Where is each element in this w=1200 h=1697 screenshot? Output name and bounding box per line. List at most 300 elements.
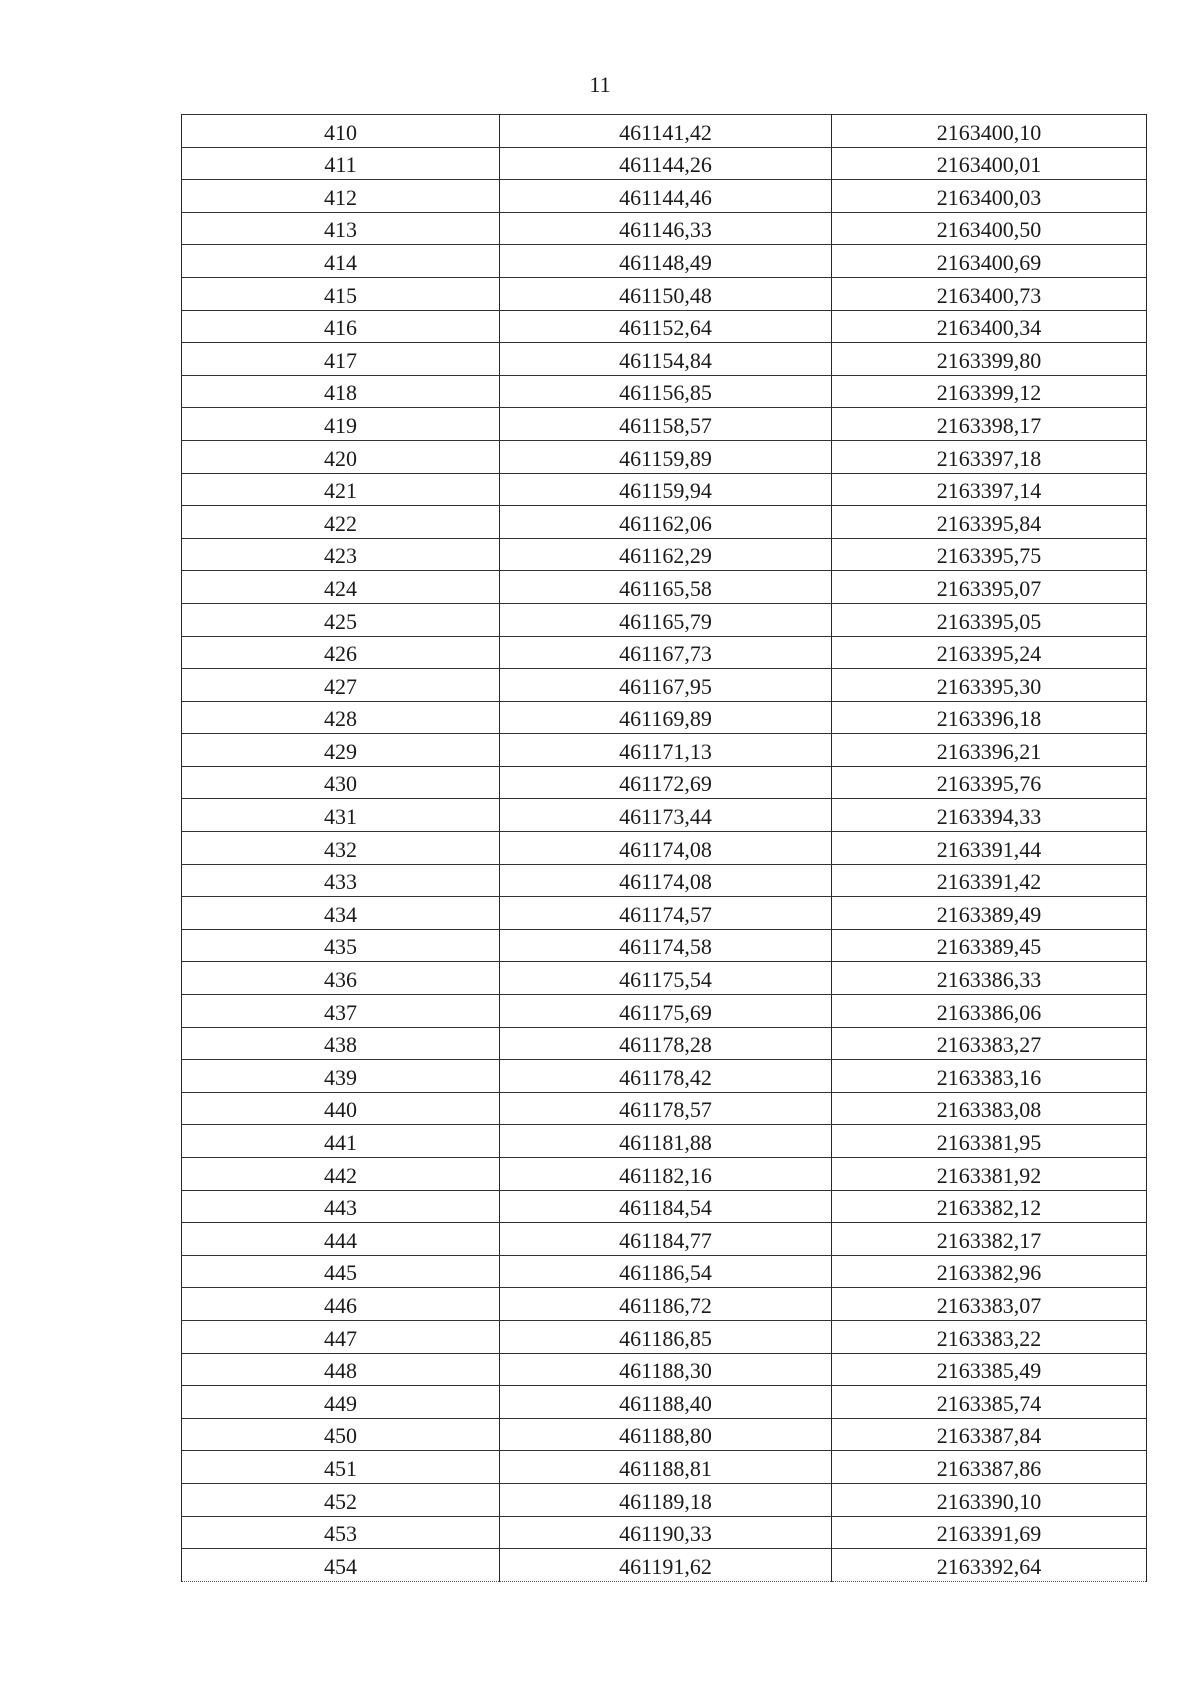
- table-row: [182, 1516, 1147, 1549]
- cell-value: 417: [324, 347, 357, 373]
- cell-value: 2163400,34: [936, 315, 1042, 341]
- table-row: [182, 701, 1147, 734]
- table-row: [182, 766, 1147, 799]
- cell-value: 461148,49: [619, 249, 712, 275]
- cell-value: 461154,84: [619, 347, 712, 373]
- x-coordinate-cell: [500, 734, 832, 767]
- cell-value: 450: [324, 1423, 357, 1449]
- cell-value: 416: [324, 315, 357, 341]
- y-coordinate-cell: [832, 1549, 1147, 1582]
- x-coordinate-cell: [500, 832, 832, 865]
- cell-value: 461167,95: [619, 673, 712, 699]
- x-coordinate-cell: [500, 962, 832, 995]
- point-number-cell: [182, 1320, 500, 1353]
- y-coordinate-cell: [832, 440, 1147, 473]
- cell-value: 2163389,49: [936, 901, 1042, 927]
- cell-value: 442: [324, 1162, 357, 1188]
- cell-value: 431: [324, 804, 357, 830]
- x-coordinate-cell: [500, 473, 832, 506]
- cell-value: 430: [324, 771, 357, 797]
- table-row: [182, 864, 1147, 897]
- x-coordinate-cell: [500, 408, 832, 441]
- point-number-cell: [182, 245, 500, 278]
- table-row: [182, 929, 1147, 962]
- cell-value: 432: [324, 836, 357, 862]
- x-coordinate-cell: [500, 180, 832, 213]
- cell-value: 461178,57: [619, 1097, 712, 1123]
- y-coordinate-cell: [832, 1353, 1147, 1386]
- x-coordinate-cell: [500, 669, 832, 702]
- y-coordinate-cell: [832, 766, 1147, 799]
- cell-value: 461184,77: [619, 1227, 712, 1253]
- x-coordinate-cell: [500, 636, 832, 669]
- cell-value: 2163383,16: [936, 1064, 1042, 1090]
- y-coordinate-cell: [832, 1223, 1147, 1256]
- cell-value: 461181,88: [619, 1130, 712, 1155]
- point-number-cell: [182, 538, 500, 571]
- cell-value: 410: [324, 119, 357, 145]
- x-coordinate-cell: [500, 277, 832, 310]
- cell-value: 434: [324, 901, 357, 927]
- x-coordinate-cell: [500, 603, 832, 636]
- cell-value: 441: [324, 1130, 357, 1155]
- cell-value: 425: [324, 608, 357, 634]
- cell-value: 461172,69: [619, 771, 712, 797]
- y-coordinate-cell: [832, 669, 1147, 702]
- cell-value: 438: [324, 1032, 357, 1058]
- y-coordinate-cell: [832, 408, 1147, 441]
- point-number-cell: [182, 734, 500, 767]
- x-coordinate-cell: [500, 1223, 832, 1256]
- cell-value: 422: [324, 510, 357, 536]
- point-number-cell: [182, 408, 500, 441]
- cell-value: 2163390,10: [936, 1488, 1042, 1514]
- point-number-cell: [182, 277, 500, 310]
- y-coordinate-cell: [832, 147, 1147, 180]
- y-coordinate-cell: [832, 1288, 1147, 1321]
- table-row: [182, 1418, 1147, 1451]
- table-row: [182, 1092, 1147, 1125]
- y-coordinate-cell: [832, 1255, 1147, 1288]
- table-row: [182, 995, 1147, 1028]
- x-coordinate-cell: [500, 929, 832, 962]
- y-coordinate-cell: [832, 538, 1147, 571]
- table-row: [182, 473, 1147, 506]
- point-number-cell: [182, 1483, 500, 1516]
- x-coordinate-cell: [500, 1125, 832, 1158]
- cell-value: 2163400,10: [936, 119, 1042, 145]
- table-row: [182, 1288, 1147, 1321]
- y-coordinate-cell: [832, 1386, 1147, 1419]
- point-number-cell: [182, 473, 500, 506]
- cell-value: 424: [324, 575, 357, 601]
- x-coordinate-cell: [500, 1158, 832, 1191]
- point-number-cell: [182, 929, 500, 962]
- x-coordinate-cell: [500, 995, 832, 1028]
- cell-value: 412: [324, 184, 357, 210]
- cell-value: 461188,81: [619, 1455, 712, 1481]
- table-row: [182, 375, 1147, 408]
- x-coordinate-cell: [500, 571, 832, 604]
- cell-value: 2163383,07: [936, 1292, 1042, 1318]
- x-coordinate-cell: [500, 343, 832, 376]
- x-coordinate-cell: [500, 1288, 832, 1321]
- table-row: [182, 832, 1147, 865]
- point-number-cell: [182, 147, 500, 180]
- y-coordinate-cell: [832, 734, 1147, 767]
- y-coordinate-cell: [832, 1516, 1147, 1549]
- x-coordinate-cell: [500, 1386, 832, 1419]
- y-coordinate-cell: [832, 995, 1147, 1028]
- table-row: [182, 1549, 1147, 1582]
- y-coordinate-cell: [832, 571, 1147, 604]
- cell-value: 461175,69: [619, 999, 712, 1025]
- point-number-cell: [182, 1223, 500, 1256]
- cell-value: 429: [324, 738, 357, 764]
- table-row: [182, 669, 1147, 702]
- cell-value: 421: [324, 478, 357, 504]
- y-coordinate-cell: [832, 1027, 1147, 1060]
- table-row: [182, 343, 1147, 376]
- table-row: [182, 180, 1147, 213]
- point-number-cell: [182, 1549, 500, 1582]
- table-row: [182, 1158, 1147, 1191]
- coordinates-table: [181, 114, 1147, 1582]
- cell-value: 2163382,12: [936, 1195, 1042, 1221]
- cell-value: 454: [324, 1553, 357, 1579]
- cell-value: 461162,29: [619, 543, 712, 569]
- point-number-cell: [182, 897, 500, 930]
- cell-value: 445: [324, 1260, 357, 1286]
- cell-value: 461174,08: [619, 869, 712, 895]
- x-coordinate-cell: [500, 538, 832, 571]
- cell-value: 449: [324, 1390, 357, 1416]
- point-number-cell: [182, 1092, 500, 1125]
- x-coordinate-cell: [500, 766, 832, 799]
- y-coordinate-cell: [832, 962, 1147, 995]
- table-row: [182, 440, 1147, 473]
- cell-value: 2163382,96: [936, 1260, 1042, 1286]
- y-coordinate-cell: [832, 1125, 1147, 1158]
- point-number-cell: [182, 701, 500, 734]
- y-coordinate-cell: [832, 1418, 1147, 1451]
- cell-value: 2163381,95: [936, 1130, 1042, 1155]
- x-coordinate-cell: [500, 1483, 832, 1516]
- cell-value: 2163391,42: [936, 869, 1042, 895]
- point-number-cell: [182, 1125, 500, 1158]
- table-row: [182, 1483, 1147, 1516]
- table-row: [182, 147, 1147, 180]
- point-number-cell: [182, 1190, 500, 1223]
- point-number-cell: [182, 212, 500, 245]
- cell-value: 461165,79: [619, 608, 712, 634]
- cell-value: 461189,18: [619, 1488, 712, 1514]
- table-row: [182, 1386, 1147, 1419]
- y-coordinate-cell: [832, 864, 1147, 897]
- x-coordinate-cell: [500, 440, 832, 473]
- point-number-cell: [182, 1288, 500, 1321]
- cell-value: 413: [324, 217, 357, 243]
- cell-value: 461191,62: [619, 1553, 712, 1579]
- cell-value: 433: [324, 869, 357, 895]
- x-coordinate-cell: [500, 1060, 832, 1093]
- cell-value: 436: [324, 967, 357, 993]
- cell-value: 461162,06: [619, 510, 712, 536]
- y-coordinate-cell: [832, 1060, 1147, 1093]
- table-row: [182, 408, 1147, 441]
- cell-value: 2163395,75: [936, 543, 1042, 569]
- point-number-cell: [182, 832, 500, 865]
- table-row: [182, 799, 1147, 832]
- point-number-cell: [182, 1353, 500, 1386]
- x-coordinate-cell: [500, 864, 832, 897]
- table-row: [182, 310, 1147, 343]
- cell-value: 446: [324, 1292, 357, 1318]
- y-coordinate-cell: [832, 1320, 1147, 1353]
- cell-value: 461159,94: [619, 478, 712, 504]
- cell-value: 453: [324, 1521, 357, 1547]
- cell-value: 461175,54: [619, 967, 712, 993]
- y-coordinate-cell: [832, 799, 1147, 832]
- cell-value: 2163395,07: [936, 575, 1042, 601]
- table-row: [182, 1320, 1147, 1353]
- cell-value: 461158,57: [619, 412, 712, 438]
- table-row: [182, 506, 1147, 539]
- table-row: [182, 734, 1147, 767]
- x-coordinate-cell: [500, 245, 832, 278]
- cell-value: 461150,48: [619, 282, 712, 308]
- cell-value: 2163400,03: [936, 184, 1042, 210]
- point-number-cell: [182, 440, 500, 473]
- point-number-cell: [182, 1060, 500, 1093]
- table-row: [182, 603, 1147, 636]
- cell-value: 2163382,17: [936, 1227, 1042, 1253]
- point-number-cell: [182, 1158, 500, 1191]
- table-row: [182, 897, 1147, 930]
- cell-value: 2163395,76: [936, 771, 1042, 797]
- cell-value: 423: [324, 543, 357, 569]
- x-coordinate-cell: [500, 375, 832, 408]
- cell-value: 2163400,73: [936, 282, 1042, 308]
- y-coordinate-cell: [832, 115, 1147, 148]
- cell-value: 428: [324, 706, 357, 732]
- x-coordinate-cell: [500, 1353, 832, 1386]
- y-coordinate-cell: [832, 473, 1147, 506]
- point-number-cell: [182, 571, 500, 604]
- table-row: [182, 538, 1147, 571]
- y-coordinate-cell: [832, 506, 1147, 539]
- x-coordinate-cell: [500, 506, 832, 539]
- point-number-cell: [182, 1255, 500, 1288]
- point-number-cell: [182, 180, 500, 213]
- table-row: [182, 1190, 1147, 1223]
- point-number-cell: [182, 962, 500, 995]
- table-row: [182, 1060, 1147, 1093]
- point-number-cell: [182, 864, 500, 897]
- cell-value: 452: [324, 1488, 357, 1514]
- x-coordinate-cell: [500, 310, 832, 343]
- cell-value: 2163391,44: [936, 836, 1042, 862]
- point-number-cell: [182, 1386, 500, 1419]
- cell-value: 435: [324, 934, 357, 960]
- y-coordinate-cell: [832, 375, 1147, 408]
- cell-value: 426: [324, 641, 357, 667]
- x-coordinate-cell: [500, 147, 832, 180]
- point-number-cell: [182, 375, 500, 408]
- cell-value: 461174,08: [619, 836, 712, 862]
- y-coordinate-cell: [832, 180, 1147, 213]
- cell-value: 443: [324, 1195, 357, 1221]
- cell-value: 461188,80: [619, 1423, 712, 1449]
- table-row: [182, 636, 1147, 669]
- y-coordinate-cell: [832, 929, 1147, 962]
- x-coordinate-cell: [500, 1549, 832, 1582]
- y-coordinate-cell: [832, 1158, 1147, 1191]
- x-coordinate-cell: [500, 799, 832, 832]
- cell-value: 461167,73: [619, 641, 712, 667]
- cell-value: 461144,26: [619, 152, 712, 178]
- y-coordinate-cell: [832, 343, 1147, 376]
- x-coordinate-cell: [500, 115, 832, 148]
- table-row: [182, 571, 1147, 604]
- table-row: [182, 1451, 1147, 1484]
- x-coordinate-cell: [500, 1092, 832, 1125]
- cell-value: 440: [324, 1097, 357, 1123]
- y-coordinate-cell: [832, 1483, 1147, 1516]
- point-number-cell: [182, 603, 500, 636]
- cell-value: 461182,16: [619, 1162, 712, 1188]
- point-number-cell: [182, 1027, 500, 1060]
- y-coordinate-cell: [832, 1190, 1147, 1223]
- cell-value: 461186,54: [619, 1260, 712, 1286]
- cell-value: 2163391,69: [936, 1521, 1042, 1547]
- cell-value: 2163387,86: [936, 1455, 1042, 1481]
- cell-value: 461173,44: [619, 804, 712, 830]
- cell-value: 461174,57: [619, 901, 712, 927]
- cell-value: 427: [324, 673, 357, 699]
- y-coordinate-cell: [832, 636, 1147, 669]
- cell-value: 451: [324, 1455, 357, 1481]
- point-number-cell: [182, 310, 500, 343]
- cell-value: 444: [324, 1227, 357, 1253]
- cell-value: 2163397,14: [936, 478, 1042, 504]
- cell-value: 2163387,84: [936, 1423, 1042, 1449]
- x-coordinate-cell: [500, 897, 832, 930]
- coordinates-table-body: [182, 115, 1147, 1582]
- y-coordinate-cell: [832, 1092, 1147, 1125]
- cell-value: 2163395,05: [936, 608, 1042, 634]
- y-coordinate-cell: [832, 310, 1147, 343]
- y-coordinate-cell: [832, 897, 1147, 930]
- cell-value: 418: [324, 380, 357, 406]
- point-number-cell: [182, 995, 500, 1028]
- cell-value: 2163395,24: [936, 641, 1042, 667]
- cell-value: 461171,13: [619, 738, 712, 764]
- cell-value: 2163392,64: [936, 1553, 1042, 1579]
- cell-value: 414: [324, 249, 357, 275]
- table-row: [182, 115, 1147, 148]
- cell-value: 2163381,92: [936, 1162, 1042, 1188]
- cell-value: 461152,64: [619, 315, 712, 341]
- point-number-cell: [182, 1418, 500, 1451]
- table-row: [182, 245, 1147, 278]
- cell-value: 447: [324, 1325, 357, 1351]
- cell-value: 461159,89: [619, 445, 712, 471]
- cell-value: 2163386,06: [936, 999, 1042, 1025]
- cell-value: 419: [324, 412, 357, 438]
- x-coordinate-cell: [500, 1516, 832, 1549]
- x-coordinate-cell: [500, 1451, 832, 1484]
- page-number: 11: [589, 72, 611, 97]
- cell-value: 461186,85: [619, 1325, 712, 1351]
- cell-value: 2163383,22: [936, 1325, 1042, 1351]
- cell-value: 415: [324, 282, 357, 308]
- y-coordinate-cell: [832, 832, 1147, 865]
- point-number-cell: [182, 506, 500, 539]
- cell-value: 411: [324, 152, 357, 178]
- cell-value: 2163399,80: [936, 347, 1042, 373]
- cell-value: 461178,28: [619, 1032, 712, 1058]
- cell-value: 2163394,33: [936, 804, 1042, 830]
- cell-value: 2163398,17: [936, 412, 1042, 438]
- cell-value: 2163395,30: [936, 673, 1042, 699]
- y-coordinate-cell: [832, 212, 1147, 245]
- y-coordinate-cell: [832, 1451, 1147, 1484]
- point-number-cell: [182, 799, 500, 832]
- cell-value: 461144,46: [619, 184, 712, 210]
- cell-value: 2163396,18: [936, 706, 1042, 732]
- cell-value: 461190,33: [619, 1521, 712, 1547]
- table-row: [182, 962, 1147, 995]
- cell-value: 461188,40: [619, 1390, 712, 1416]
- cell-value: 2163399,12: [936, 380, 1042, 406]
- cell-value: 461146,33: [619, 217, 712, 243]
- cell-value: 439: [324, 1064, 357, 1090]
- table-row: [182, 1223, 1147, 1256]
- table-row: [182, 277, 1147, 310]
- x-coordinate-cell: [500, 701, 832, 734]
- cell-value: 461184,54: [619, 1195, 712, 1221]
- cell-value: 461141,42: [619, 119, 712, 145]
- cell-value: 2163383,27: [936, 1032, 1042, 1058]
- y-coordinate-cell: [832, 277, 1147, 310]
- y-coordinate-cell: [832, 603, 1147, 636]
- cell-value: 461188,30: [619, 1358, 712, 1384]
- x-coordinate-cell: [500, 1320, 832, 1353]
- x-coordinate-cell: [500, 212, 832, 245]
- cell-value: 2163395,84: [936, 510, 1042, 536]
- cell-value: 461165,58: [619, 575, 712, 601]
- table-row: [182, 212, 1147, 245]
- y-coordinate-cell: [832, 701, 1147, 734]
- cell-value: 461178,42: [619, 1064, 712, 1090]
- point-number-cell: [182, 669, 500, 702]
- y-coordinate-cell: [832, 245, 1147, 278]
- cell-value: 461186,72: [619, 1292, 712, 1318]
- x-coordinate-cell: [500, 1190, 832, 1223]
- cell-value: 461156,85: [619, 380, 712, 406]
- table-row: [182, 1353, 1147, 1386]
- cell-value: 437: [324, 999, 357, 1025]
- point-number-cell: [182, 1516, 500, 1549]
- cell-value: 2163385,74: [936, 1390, 1042, 1416]
- cell-value: 2163400,50: [936, 217, 1042, 243]
- cell-value: 2163385,49: [936, 1358, 1042, 1384]
- cell-value: 2163400,69: [936, 249, 1042, 275]
- x-coordinate-cell: [500, 1255, 832, 1288]
- x-coordinate-cell: [500, 1418, 832, 1451]
- cell-value: 2163400,01: [936, 152, 1042, 178]
